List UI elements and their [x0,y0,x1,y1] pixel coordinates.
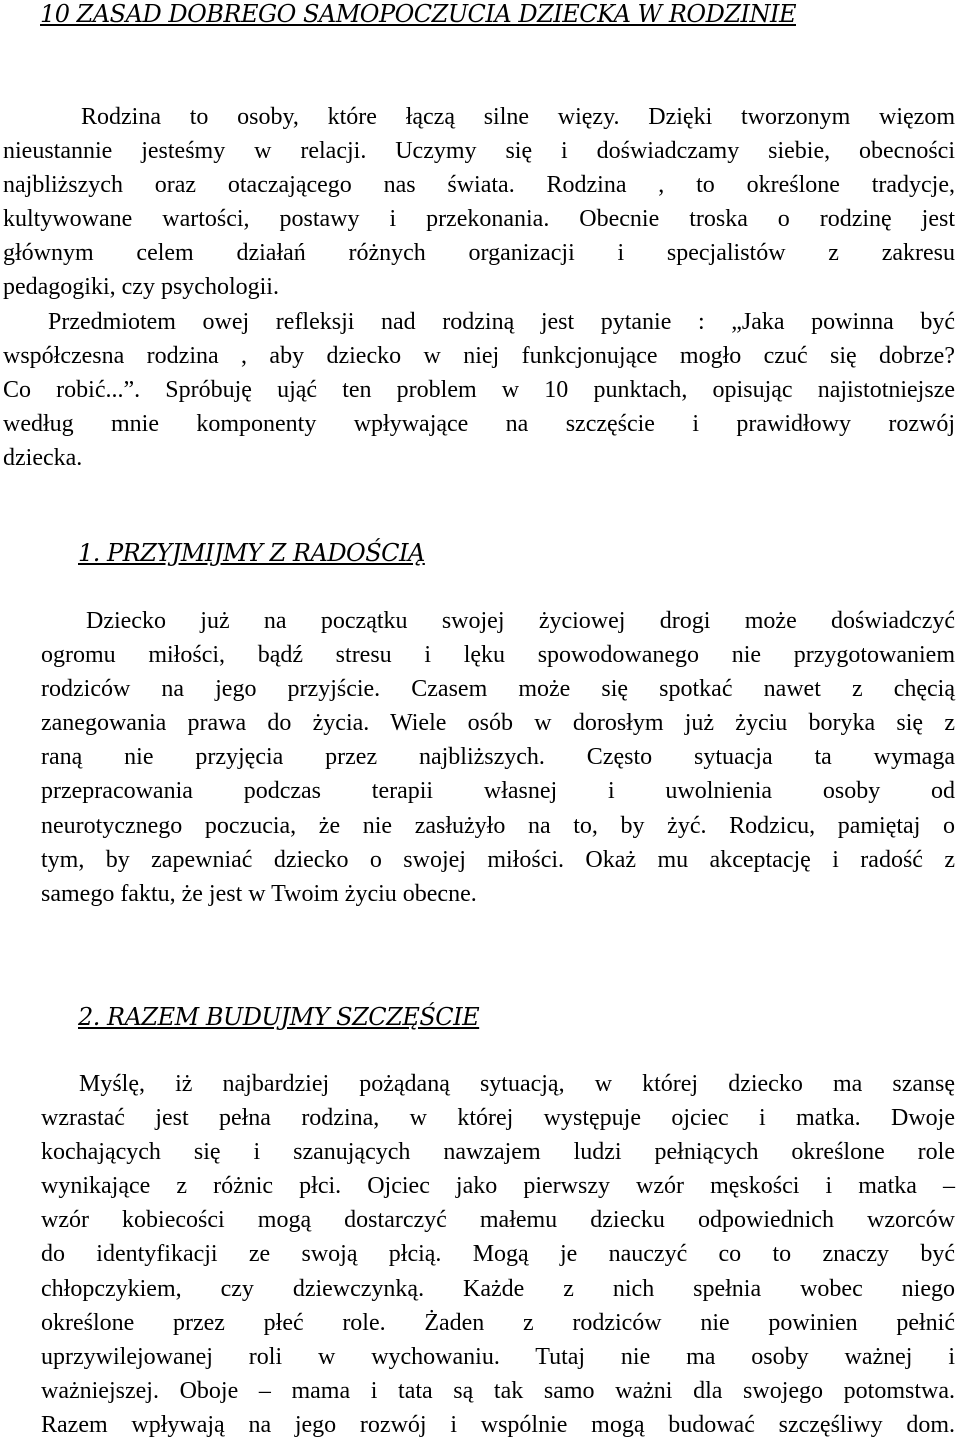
text-line: raną nie przyjęcia przez najbliższych. Często sytuacja ta wymaga [41,744,955,771]
text-line: neurotycznego poczucia, że nie zasłużyło na to, by żyć. Rodzicu, pamiętaj o [41,812,955,839]
text-line: tym, by zapewniać dziecko o swojej miłości. Okaż mu akceptację i radość z [41,846,955,873]
text-line: samego faktu, że jest w Twoim życiu obecne. [41,880,477,907]
section-1-paragraph [41,604,955,911]
text-line: określone przez płeć role. Żaden z rodziców nie powinien pełnić [41,1309,955,1336]
text-line: wzór kobiecości mogą dostarczyć małemu dziecku odpowiednich wzorców [41,1207,955,1234]
text-line: głównym celem działań różnych organizacji i specjalistów z zakresu [3,240,955,267]
document-title: 10 ZASAD DOBREGO SAMOPOCZUCIA DZIECKA W RODZINIE [40,0,796,28]
text-line: współczesna rodzina , aby dziecko w niej funkcjonujące mogło czuć się dobrze? [3,342,955,369]
text-line: Razem wpływają na jego rozwój i wspólnie mogą budować szczęśliwy dom. [41,1411,955,1438]
text-line: Co robić...”. Spróbuję ująć ten problem w 10 punktach, opisując najistotniejsze [3,376,955,403]
text-line: kultywowane wartości, postawy i przekonania. Obecnie troska o rodzinę jest [3,206,955,233]
text-line: ważniejszej. Oboje – mama i tata są tak samo ważni dla swojego potomstwa. [41,1377,955,1404]
text-line: Myślę, iż najbardziej pożądaną sytuacją, w której dziecko ma szansę [79,1071,955,1097]
text-line: chłopczykiem, czy dziewczynką. Każde z nich spełnia wobec niego [41,1275,955,1302]
text-line: dziecka. [3,444,83,471]
intro-paragraph [3,100,955,475]
text-line: Przedmiotem owej refleksji nad rodziną jest pytanie : „Jaka powinna być [48,308,955,335]
text-line: nieustannie jesteśmy w relacji. Uczymy się i doświadczamy siebie, obecności [3,138,955,165]
text-line: Rodzina to osoby, które łączą silne więzy. Dzięki tworzonym więzom [81,104,955,130]
section-heading-2: 2. RAZEM BUDUJMY SZCZĘŚCIE [78,1003,480,1031]
text-line: ogromu miłości, bądź stresu i lęku spowodowanego nie przygotowaniem [41,642,955,669]
text-line: zanegowania prawa do życia. Wiele osób w dorosłym już życiu boryka się z [41,710,955,737]
text-line: najbliższych oraz otaczającego nas świata. Rodzina , to określone tradycje, [3,172,955,199]
text-line: do identyfikacji ze swoją płcią. Mogą je nauczyć co to znaczy być [41,1241,955,1268]
text-line: przepracowania podczas terapii własnej i uwolnienia osoby od [41,778,955,805]
text-line: Dziecko już na początku swojej życiowej drogi może doświadczyć [86,608,955,634]
text-line: pedagogiki, czy psychologii. [3,274,279,301]
text-line: wzrastać jest pełna rodzina, w której występuje ojciec i matka. Dwoje [41,1105,955,1132]
section-heading-1: 1. PRZYJMIJMY Z RADOŚCIĄ [78,539,425,567]
text-line: kochających się i szanujących nawzajem ludzi pełniących określone role [41,1139,955,1166]
text-line: uprzywilejowanej roli w wychowaniu. Tutaj nie ma osoby ważnej i [41,1343,955,1370]
text-line: według mnie komponenty wpływające na szczęście i prawidłowy rozwój [3,410,955,437]
section-2-paragraph [41,1067,955,1442]
text-line: wynikające z różnic płci. Ojciec jako pierwszy wzór męskości i matka – [41,1173,955,1200]
text-line: rodziców na jego przyjście. Czasem może się spotkać nawet z chęcią [41,676,955,703]
